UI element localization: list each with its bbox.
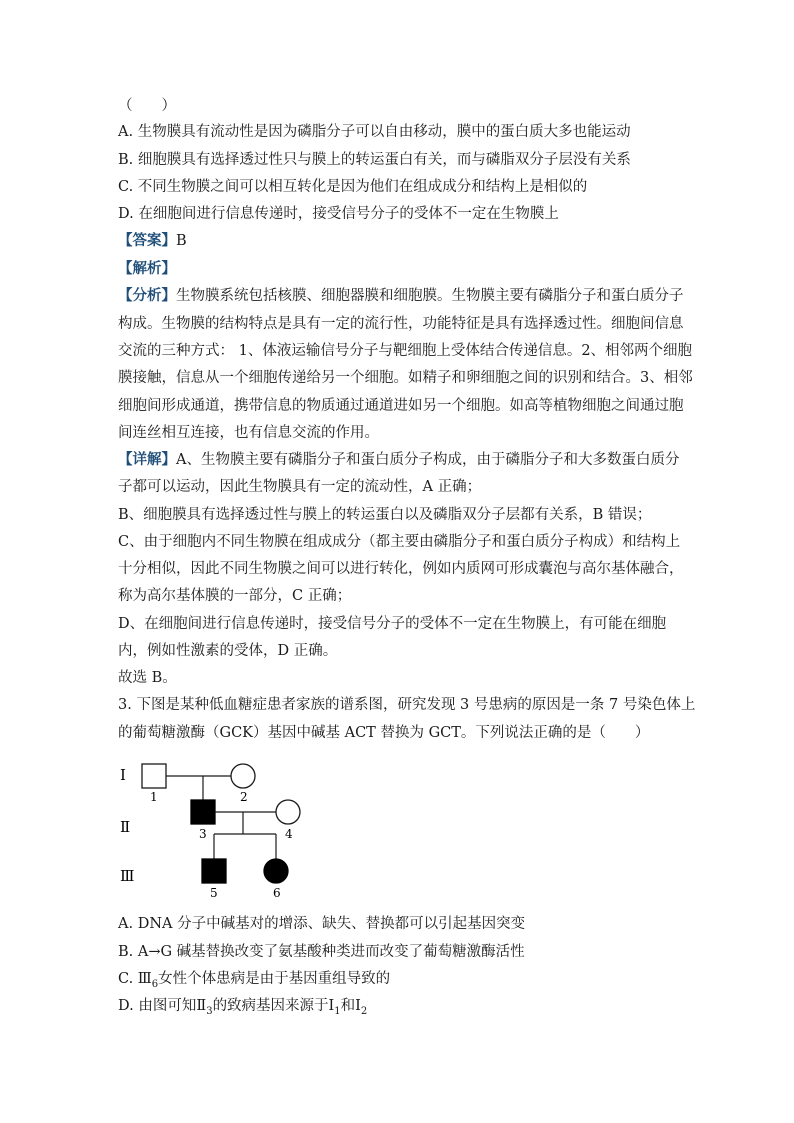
detail-line: 称为高尔基体膜的一部分，C 正确； (118, 588, 352, 604)
q3-option-d-sub1: 3 (206, 1005, 213, 1017)
q3-option-c-sub: 6 (151, 978, 159, 990)
q2-option-d: D. 在细胞间进行信息传递时，接受信号分子的受体不一定在生物膜上 (118, 206, 559, 222)
pedigree-diagram (110, 752, 320, 902)
detail-line (118, 450, 678, 470)
q3-option-d-middle: 的致病基因来源于Ⅰ (212, 998, 335, 1014)
individual-label-3: 3 (199, 827, 207, 841)
q3-stem: 3. 下图是某种低血糖症患者家族的谱系图，研究发现 3 号患病的原因是一条 7 号染色体上 (118, 697, 696, 713)
fenxi-line: 构成。生物膜的结构特点是具有一定的流行性，功能特征是具有选择透过性。细胞间信息 (118, 316, 684, 332)
q3-stem: 的葡萄糖激酶（GCK）基因中碱基 ACT 替换为 GCT。下列说法正确的是（ ） (118, 725, 650, 741)
q2-option-c: C. 不同生物膜之间可以相互转化是因为他们在组成成分和结构上是相似的 (118, 179, 588, 195)
detail-line: 内，例如性激素的受体，D 正确。 (118, 643, 338, 659)
detail-line: 子都可以运动，因此生物膜具有一定的流动性，A 正确； (118, 479, 482, 495)
generation-label-2: Ⅱ (120, 818, 131, 836)
individual-label-2: 2 (240, 790, 248, 804)
q3-option-d-prefix: D. 由图可知Ⅱ (118, 998, 207, 1014)
analysis-heading (118, 259, 678, 279)
individual-label-6: 6 (273, 886, 281, 900)
fenxi-line: 细胞间形成通道，携带信息的物质通过通道进如另一个细胞。如高等植物细胞之间通过胞 (118, 398, 684, 414)
q2-option-a: A. 生物膜具有流动性是因为磷脂分子可以自由移动，膜中的蛋白质大多也能运动 (118, 124, 631, 140)
detail-line: C、由于细胞内不同生物膜在组成成分（都主要由磷脂分子和蛋白质分子构成）和结构上 (118, 534, 681, 550)
q3-option-b: B. A→G 碱基替换改变了氨基酸种类进而改变了葡萄糖激酶活性 (118, 944, 525, 960)
generation-label-3: Ⅲ (120, 867, 135, 885)
fenxi-line (118, 286, 684, 306)
individual-1-male (142, 764, 166, 788)
q3-option-d (118, 996, 678, 1022)
individual-3-affected-male (191, 800, 215, 824)
q3-option-c (118, 969, 678, 995)
individual-label-4: 4 (285, 827, 293, 841)
detail-line: 十分相似，因此不同生物膜之间可以进行转化，例如内质网可形成囊泡与高尔基体融合， (118, 561, 684, 577)
fenxi-text: 生物膜系统包括核膜、细胞器膜和细胞膜。生物膜主要有磷脂分子和蛋白质分子 (176, 288, 684, 304)
generation-label-1: Ⅰ (120, 766, 126, 784)
q2-option-b: B. 细胞膜具有选择透过性只与膜上的转运蛋白有关，而与磷脂双分子层没有关系 (118, 152, 631, 168)
q3-option-c-prefix: C. Ⅲ (118, 971, 152, 987)
detail-text: A、生物膜主要有磷脂分子和蛋白质分子构成，由于磷脂分子和大多数蛋白质分 (176, 452, 680, 468)
individual-4-female (276, 800, 300, 824)
q2-answer (118, 231, 678, 251)
individual-5-affected-male (202, 859, 226, 883)
answer-value: B (176, 233, 187, 249)
fenxi-line: 间连丝相互连接，也有信息交流的作用。 (118, 425, 379, 441)
fenxi-line: 交流的三种方式： 1、体液运输信号分子与靶细胞上受体结合传递信息。2、相邻两个细胞 (118, 343, 693, 359)
answer-tag: 【答案】 (118, 232, 176, 249)
q3-option-d-sub2: 1 (334, 1005, 341, 1017)
q3-option-d-sub3: 2 (360, 1005, 368, 1017)
q3-option-a: A. DNA 分子中碱基对的增添、缺失、替换都可以引起基因突变 (118, 916, 526, 932)
detail-line: 故选 B。 (118, 670, 177, 686)
individual-6-affected-female (264, 859, 288, 883)
fenxi-line: 膜接触，信息从一个细胞传递给另一个细胞。如精子和卵细胞之间的识别和结合。3、相邻 (118, 370, 693, 386)
fenxi-tag: 【分析】 (118, 287, 176, 304)
individual-label-5: 5 (210, 886, 218, 900)
detail-tag: 【详解】 (118, 451, 176, 468)
analysis-tag: 【解析】 (118, 260, 176, 277)
individual-2-female (231, 764, 255, 788)
detail-line: B、细胞膜具有选择透过性与膜上的转运蛋白以及磷脂双分子层都有关系，B 错误； (118, 507, 652, 523)
q2-paren: （ ） (118, 98, 176, 114)
q3-option-c-suffix: 女性个体患病是由于基因重组导致的 (158, 971, 391, 987)
individual-label-1: 1 (150, 790, 158, 804)
detail-line: D、在细胞间进行信息传递时，接受信号分子的受体不一定在生物膜上，有可能在细胞 (118, 616, 667, 632)
q3-option-d-and: 和Ⅰ (340, 998, 361, 1014)
